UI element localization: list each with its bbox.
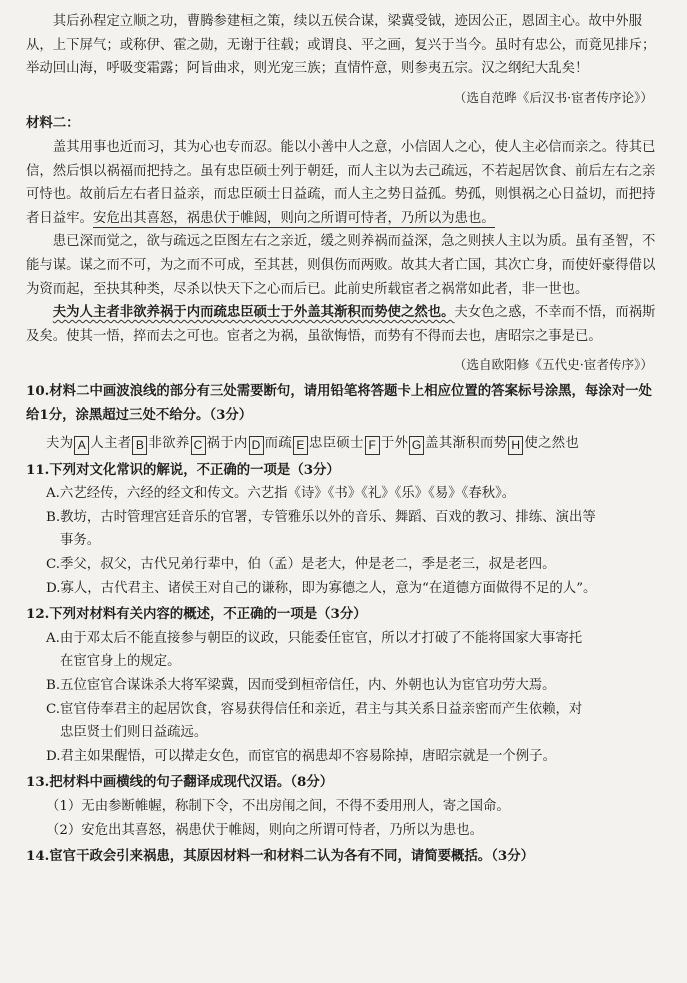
material2-paragraph-3: [26, 301, 665, 348]
q11-option-c: C.季父，叔父，古代兄弟行辈中，伯（孟）是老大，仲是老二，季是老三，叔是老四。: [46, 557, 556, 573]
sentence-segment: 使之然也: [524, 436, 580, 452]
answer-box-h[interactable]: H: [508, 436, 523, 455]
q11-option-b: B.教坊，古时管理宫廷音乐的官署，专管雅乐以外的音乐、舞蹈、百戏的教习、排练、演出等: [46, 509, 596, 525]
sentence-segment: 盖其渐积而势: [425, 436, 508, 452]
material1-paragraph: 其后孙程定立顺之功，曹腾参建桓之策，续以五侯合谋，梁冀受钺，迹因公正，恩固主心。故中外服从，上下屏气；或称伊、霍之勋，无谢于往载；或谓良、平之画，复兴于当今。虽时有忠公，而竟见排斥；举动回山海，呼吸变霜露；阿旨曲求，则光宠三族；直情忤意，则参夷五宗。汉之纲纪大乱矣！: [26, 14, 656, 77]
punctuation-sentence: [26, 432, 665, 456]
sentence-segment: 祸于内: [206, 436, 248, 452]
sentence-segment: 于外: [380, 436, 409, 452]
material2-p3-text: 夫女色之惑，不幸而不悟，而祸斯及矣。使其一悟，捽而去之可也。宦者之为祸，虽欲悔悟，而势有不得而去也，唐昭宗之事是已。: [26, 305, 656, 344]
q12-option-c: C.宦官侍奉君主的起居饮食，容易获得信任和亲近，君主与其关系日益亲密而产生依赖，对: [46, 701, 583, 717]
q12-option-c-cont: 忠臣贤士们则日益疏远。: [60, 725, 208, 741]
material2-heading: 材料二：: [26, 115, 80, 132]
answer-box-d[interactable]: D: [249, 436, 264, 455]
answer-box-g[interactable]: G: [409, 436, 424, 455]
q12-option-d: D.君主如果醒悟，可以撵走女色，而宦官的祸患却不容易除掉，唐昭宗就是一个例子。: [46, 748, 556, 764]
question-14-stem: 14.宦官干政会引来祸患，其原因材料一和材料二认为各有不同，请简要概括。（3分）: [26, 848, 534, 865]
answer-box-a[interactable]: A: [74, 436, 89, 455]
question-13-stem: 13.把材料中画横线的句子翻译成现代汉语。（8分）: [26, 774, 334, 791]
answer-box-e[interactable]: E: [293, 436, 308, 455]
q12-option-a: A.由于邓太后不能直接参与朝臣的议政，只能委任宦官，所以才打破了不能将国家大事寄托: [46, 630, 583, 646]
material2-p1-text: 盖其用事也近而习，其为心也专而忍。能以小善中人之意，小信固人之心，使人主必信而亲之。待其已信，然后惧以祸福而把持之。虽有忠臣硕士列于朝廷，而人主以为去己疏远，不若起居饮食、前后左右之亲可恃也。故前后左右者日益亲，而忠臣硕士日益疏，而人主之势日益孤。势孤，则惧祸之心日益切，而把持者日益牢。: [26, 139, 656, 226]
q13-sentence-2: （2）安危出其喜怒，祸患伏于帷闼，则向之所谓可恃者，乃所以为患也。: [46, 822, 484, 838]
question-12-stem: 12.下列对材料有关内容的概述，不正确的一项是（3分）: [26, 606, 367, 623]
q11-option-b-cont: 事务。: [60, 533, 101, 549]
q12-option-a-cont: 在宦官身上的规定。: [60, 654, 181, 670]
source-citation-1: （选自范晔《后汉书·宦者传序论》）: [453, 89, 653, 105]
sentence-segment: 而疏: [264, 436, 293, 452]
q13-sentence-1: （1）无由参断帷幄，称制下令，不出房闱之间，不得不委用刑人，寄之国命。: [46, 799, 510, 814]
question-11-stem: 11.下列对文化常识的解说，不正确的一项是（3分）: [26, 461, 340, 478]
material2-paragraph-1: [26, 136, 665, 230]
answer-box-b[interactable]: B: [132, 436, 147, 455]
source-citation-2: （选自欧阳修《五代史·宦者传序》）: [453, 357, 653, 373]
answer-box-f[interactable]: F: [365, 436, 380, 455]
question-10-stem: 10.材料二中画波浪线的部分有三处需要断句，请用铅笔将答题卡上相应位置的答案标号涂黑，每涂对一处给1分，涂黑超过三处不给分。（3分）: [26, 382, 652, 423]
q11-option-a: A.六艺经传，六经的经文和传文。六艺指《诗》《书》《礼》《乐》《易》《春秋》。: [46, 486, 516, 502]
q12-option-b: B.五位宦官合谋诛杀大将军梁冀，因而受到桓帝信任，内、外朝也认为宦官功劳大焉。: [46, 678, 556, 694]
sentence-segment: 夫为: [46, 436, 74, 452]
answer-box-c[interactable]: C: [191, 436, 206, 455]
sentence-segment: 非欲养: [148, 436, 190, 452]
wavy-underlined-sentence: 夫为人主者非欲养祸于内而疏忠臣硕士于外盖其渐积而势使之然也。: [52, 304, 455, 321]
sentence-segment: 人主者: [90, 436, 132, 452]
sentence-segment: 忠臣硕士: [309, 436, 364, 452]
underlined-sentence: 安危出其喜怒，祸患伏于帷闼，则向之所谓可恃者，乃所以为患也。: [92, 210, 495, 226]
material2-paragraph-2: 患已深而觉之，欲与疏远之臣图左右之亲近，缓之则养祸而益深，急之则挟人主以为质。虽有圣智，不能与谋。谋之而不可，为之而不可成，至其甚，则俱伤而两败。故其大者亡国，其次亡身，而使奸豪得借以为资而起，至抉其种类，尽杀以快天下之心而后已。此前史所载宦者之祸常如此者，非一世也。: [26, 234, 656, 297]
q11-option-d: D.寡人，古代君主、诸侯王对自己的谦称，即为寡德之人，意为“在道德方面做得不足的人”。: [46, 580, 597, 596]
